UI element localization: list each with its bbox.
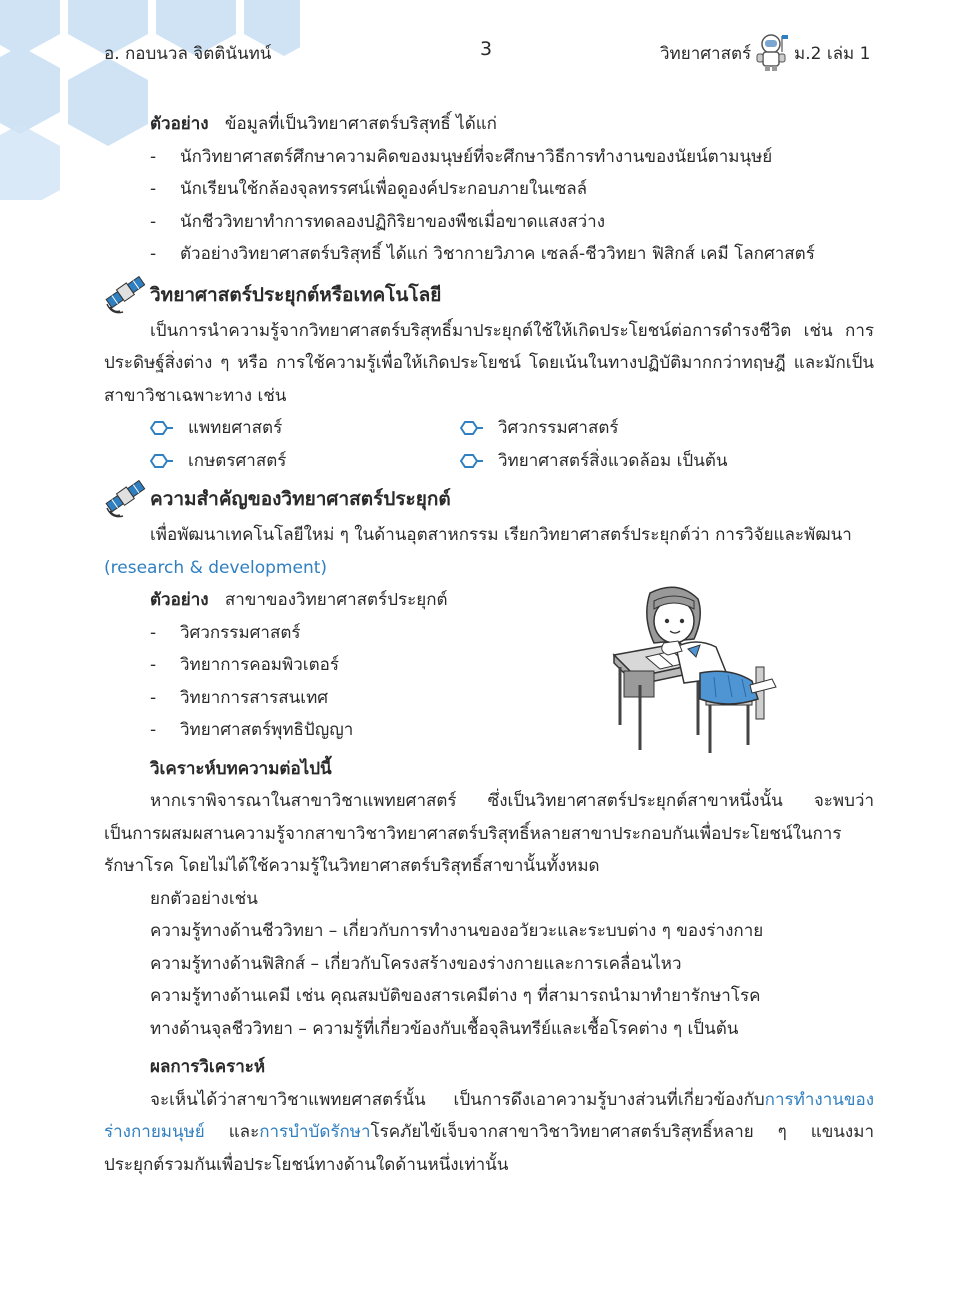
analysis-line: ความรู้ทางด้านชีววิทยา – เกี่ยวกับการทำงานของอวัยวะและระบบต่าง ๆ ของร่างกาย [150, 921, 764, 941]
analysis-heading: วิเคราะห์บทความต่อไปนี้ [150, 758, 332, 779]
list-item: - นักเรียนใช้กล้องจุลทรรศน์เพื่อดูองค์ประกอบภายในเซลล์ [150, 179, 588, 199]
list-item: - วิทยาการสารสนเทศ [150, 687, 329, 708]
analysis-line: ความรู้ทางด้านเคมี เช่น คุณสมบัติของสารเคมีต่าง ๆ ที่สามารถนำมาทำยารักษาโรค [150, 986, 761, 1006]
page-header [0, 38, 967, 66]
heading-text: วิทยาศาสตร์ประยุกต์หรือเทคโนโลยี [150, 283, 442, 306]
list-item: - วิทยาการคอมพิวเตอร์ [150, 655, 339, 675]
fields-column-right [460, 412, 770, 477]
list-item: เกษตรศาสตร์ [150, 445, 460, 478]
list-item: แพทยศาสตร์ [150, 412, 460, 445]
hexagon-bullet-icon [460, 453, 484, 469]
highlight-term: การทำงานของร่างกายมนุษย์ [104, 1089, 874, 1142]
result-paragraph: จะเห็นได้ว่าสาขาวิชาแพทยศาสตร์นั้น เป็นการดึงเอาความรู้บางส่วนที่เกี่ยวข้องกับการทำงานของร่างกายมนุษย์ และการบำบัดรักษาโรคภัยไข้เจ็บจากสาขาวิชาวิทยาศาสตร์บริสุทธิ์หลาย ๆ แขนงมาประยุกต์รวมกันเพื่อประโยชน์ทางด้านใดด้านหนึ่งเท่านั้น [104, 1089, 874, 1175]
subject-title: วิทยาศาสตร์ [660, 44, 752, 64]
example-label: ตัวอย่าง [150, 114, 209, 134]
page-number: 3 [480, 38, 493, 60]
section-heading-applied [104, 275, 874, 315]
analysis-paragraph: หากเราพิจารณาในสาขาวิชาแพทยศาสตร์ ซึ่งเป็นวิทยาศาสตร์ประยุกต์สาขาหนึ่งนั้น จะพบว่าเป็นการผสมผสานความรู้จากสาขาวิชาวิทยาศาสตร์บริสุทธิ์หลายสาขาประกอบกันเพื่อประโยชน์ในการรักษาโรค โดยไม่ได้ใช้ความรู้ในวิทยาศาสตร์บริสุทธิ์สาขานั้นทั้งหมด [104, 791, 874, 876]
hexagon-bullet-icon [150, 420, 174, 436]
section-heading-importance [104, 479, 874, 519]
astronaut-icon [752, 32, 790, 72]
english-term: (research & development) [104, 557, 328, 578]
analysis-line: ความรู้ทางด้านฟิสิกส์ – เกี่ยวกับโครงสร้างของร่างกายและการเคลื่อนไหว [150, 953, 682, 974]
list-item: วิศวกรรมศาสตร์ [460, 412, 770, 445]
fields-column-left [150, 412, 460, 477]
list-item: - นักวิทยาศาสตร์ศึกษาความคิดของมนุษย์ที่จะศึกษาวิธีการทำงานของนัยน์ตามนุษย์ [150, 146, 773, 167]
applied-paragraph: เป็นการนำความรู้จากวิทยาศาสตร์บริสุทธิ์มาประยุกต์ใช้ให้เกิดประโยชน์ต่อการดำรงชีวิต เช่น การประดิษฐ์สิ่งต่าง ๆ หรือ การใช้ความรู้เพื่อให้เกิดประโยชน์ โดยเน้นในทางปฏิบัติมากกว่าทฤษฎี และมักเป็นสาขาวิชาเฉพาะทาง เช่น [104, 320, 874, 406]
list-item: - วิศวกรรมศาสตร์ [150, 622, 301, 643]
heading-text: ความสำคัญของวิทยาศาสตร์ประยุกต์ [150, 488, 451, 510]
student-illustration [610, 585, 780, 760]
pure-example-list [104, 141, 874, 271]
list-item: วิทยาศาสตร์สิ่งแวดล้อม เป็นต้น [460, 445, 770, 478]
example-intro-text: สาขาของวิทยาศาสตร์ประยุกต์ [224, 590, 448, 610]
analysis-line: ทางด้านจุลชีววิทยา – ความรู้ที่เกี่ยวข้องกับเชื้อจุลินทรีย์และเชื้อโรคต่าง ๆ เป็นต้น [150, 1018, 739, 1039]
satellite-icon [104, 477, 148, 521]
hexagon-bullet-icon [460, 420, 484, 436]
list-item: - วิทยาศาสตร์พุทธิปัญญา [150, 720, 354, 740]
grade-volume: ม.2 เล่ม 1 [794, 44, 871, 64]
applied-fields [104, 412, 874, 477]
list-item: - นักชีววิทยาทำการทดลองปฏิกิริยาของพืชเมื่อขาดแสงสว่าง [150, 211, 605, 232]
hexagon-bullet-icon [150, 453, 174, 469]
pure-example-intro [104, 108, 874, 141]
highlight-term: การบำบัดรักษา [259, 1122, 371, 1142]
example-intro-text: ข้อมูลที่เป็นวิทยาศาสตร์บริสุทธิ์ ได้แก่ [224, 114, 497, 134]
list-item: - ตัวอย่างวิทยาศาสตร์บริสุทธิ์ ได้แก่ วิชากายวิภาค เซลล์-ชีววิทยา ฟิสิกส์ เคมี โลกศาสตร์ [150, 244, 815, 264]
importance-paragraph: เพื่อพัฒนาเทคโนโลยีใหม่ ๆ ในด้านอุตสาหกรรม เรียกวิทยาศาสตร์ประยุกต์ว่า การวิจัยและพัฒนา [150, 525, 852, 545]
result-heading: ผลการวิเคราะห์ [150, 1057, 266, 1077]
example-label: ตัวอย่าง [150, 590, 209, 610]
analysis-example-intro: ยกตัวอย่างเช่น [150, 888, 258, 909]
author-name: อ. กอบนวล จิตตินันทน์ [104, 44, 272, 64]
satellite-icon [104, 273, 148, 317]
